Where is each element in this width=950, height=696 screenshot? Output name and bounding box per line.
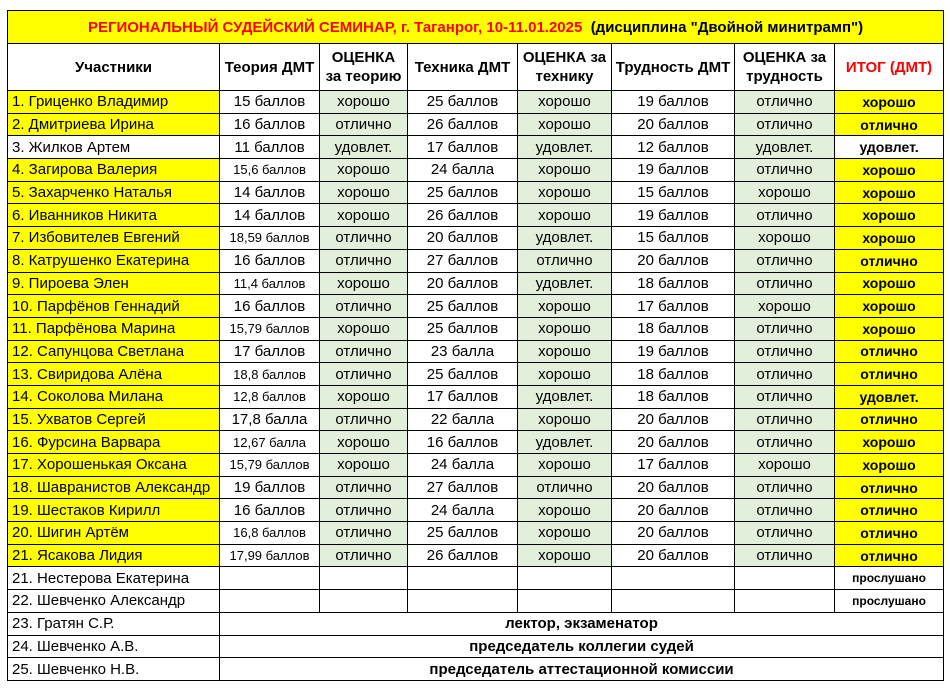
participant-name[interactable]: 21. Ясакова Лидия bbox=[8, 544, 220, 567]
total-result[interactable]: хорошо bbox=[835, 204, 944, 227]
difficulty-grade[interactable]: отлично bbox=[735, 91, 835, 114]
difficulty-grade[interactable]: отлично bbox=[735, 408, 835, 431]
table-row bbox=[8, 499, 944, 522]
table-row bbox=[8, 454, 944, 477]
difficulty-grade[interactable]: отлично bbox=[735, 272, 835, 295]
theory-grade[interactable]: отлично bbox=[320, 295, 408, 318]
theory-score[interactable]: 19 баллов bbox=[220, 476, 320, 499]
technique-score[interactable]: 17 баллов bbox=[408, 385, 518, 408]
auditor-name[interactable]: 21. Нестерова Екатерина bbox=[8, 567, 220, 590]
technique-grade[interactable]: хорошо bbox=[518, 454, 612, 477]
technique-score[interactable]: 27 баллов bbox=[408, 249, 518, 272]
auditor-status[interactable]: прослушано bbox=[835, 590, 944, 613]
empty-cell[interactable] bbox=[612, 590, 735, 613]
total-result[interactable]: отлично bbox=[835, 340, 944, 363]
table-row bbox=[8, 204, 944, 227]
staff-row bbox=[8, 612, 944, 635]
header-difficulty[interactable]: Трудность ДМТ bbox=[612, 44, 735, 91]
table-row bbox=[8, 385, 944, 408]
technique-grade[interactable]: удовлет. bbox=[518, 385, 612, 408]
participant-name[interactable]: 20. Шигин Артём bbox=[8, 522, 220, 545]
table-row bbox=[8, 272, 944, 295]
participant-name[interactable]: 14. Соколова Милана bbox=[8, 385, 220, 408]
table-row bbox=[8, 181, 944, 204]
difficulty-score[interactable]: 20 баллов bbox=[612, 499, 735, 522]
staff-row bbox=[8, 658, 944, 681]
technique-grade[interactable]: хорошо bbox=[518, 363, 612, 386]
sheet-title[interactable] bbox=[8, 11, 944, 44]
theory-grade[interactable]: отлично bbox=[320, 499, 408, 522]
total-result[interactable]: отлично bbox=[835, 249, 944, 272]
participant-name[interactable]: 7. Избовителев Евгений bbox=[8, 227, 220, 250]
theory-grade[interactable]: хорошо bbox=[320, 431, 408, 454]
total-result[interactable]: хорошо bbox=[835, 295, 944, 318]
difficulty-grade[interactable]: отлично bbox=[735, 544, 835, 567]
table-row bbox=[8, 340, 944, 363]
difficulty-score[interactable]: 20 баллов bbox=[612, 544, 735, 567]
theory-score[interactable]: 17,8 балла bbox=[220, 408, 320, 431]
difficulty-score[interactable]: 19 баллов bbox=[612, 91, 735, 114]
total-result[interactable]: отлично bbox=[835, 499, 944, 522]
header-row bbox=[8, 44, 944, 91]
total-result[interactable]: отлично bbox=[835, 113, 944, 136]
participant-name[interactable]: 15. Ухватов Сергей bbox=[8, 408, 220, 431]
total-result[interactable]: хорошо bbox=[835, 272, 944, 295]
total-result[interactable]: хорошо bbox=[835, 159, 944, 182]
difficulty-score[interactable]: 19 баллов bbox=[612, 159, 735, 182]
difficulty-score[interactable]: 18 баллов bbox=[612, 272, 735, 295]
total-result[interactable]: отлично bbox=[835, 522, 944, 545]
difficulty-score[interactable]: 17 баллов bbox=[612, 454, 735, 477]
difficulty-score[interactable]: 19 баллов bbox=[612, 340, 735, 363]
theory-grade[interactable]: отлично bbox=[320, 363, 408, 386]
theory-grade[interactable]: отлично bbox=[320, 408, 408, 431]
theory-score[interactable]: 16 баллов bbox=[220, 295, 320, 318]
theory-grade[interactable]: отлично bbox=[320, 522, 408, 545]
empty-cell[interactable] bbox=[320, 590, 408, 613]
participant-name[interactable]: 19. Шестаков Кирилл bbox=[8, 499, 220, 522]
difficulty-score[interactable]: 20 баллов bbox=[612, 113, 735, 136]
header-technique[interactable]: Техника ДМТ bbox=[408, 44, 518, 91]
difficulty-score[interactable]: 15 баллов bbox=[612, 227, 735, 250]
empty-cell[interactable] bbox=[612, 567, 735, 590]
difficulty-grade[interactable]: хорошо bbox=[735, 454, 835, 477]
total-result[interactable]: удовлет. bbox=[835, 136, 944, 159]
theory-score[interactable]: 11,4 баллов bbox=[220, 272, 320, 295]
technique-score[interactable]: 24 балла bbox=[408, 499, 518, 522]
header-difficulty-grade[interactable]: ОЦЕНКА за трудность bbox=[735, 44, 835, 91]
empty-cell[interactable] bbox=[408, 567, 518, 590]
header-participants[interactable]: Участники bbox=[8, 44, 220, 91]
technique-grade[interactable]: отлично bbox=[518, 476, 612, 499]
technique-score[interactable]: 25 баллов bbox=[408, 295, 518, 318]
difficulty-grade[interactable]: хорошо bbox=[735, 227, 835, 250]
results-table bbox=[7, 10, 944, 681]
empty-cell[interactable] bbox=[220, 567, 320, 590]
technique-grade[interactable]: хорошо bbox=[518, 408, 612, 431]
theory-score[interactable]: 18,8 баллов bbox=[220, 363, 320, 386]
empty-cell[interactable] bbox=[735, 567, 835, 590]
table-row bbox=[8, 249, 944, 272]
difficulty-score[interactable]: 20 баллов bbox=[612, 522, 735, 545]
technique-grade[interactable]: хорошо bbox=[518, 340, 612, 363]
difficulty-score[interactable]: 20 баллов bbox=[612, 249, 735, 272]
total-result[interactable]: хорошо bbox=[835, 317, 944, 340]
participant-name[interactable]: 5. Захарченко Наталья bbox=[8, 181, 220, 204]
technique-grade[interactable]: хорошо bbox=[518, 204, 612, 227]
auditor-status[interactable]: прослушано bbox=[835, 567, 944, 590]
total-result[interactable]: удовлет. bbox=[835, 385, 944, 408]
table-row bbox=[8, 476, 944, 499]
table-row bbox=[8, 431, 944, 454]
theory-grade[interactable]: отлично bbox=[320, 227, 408, 250]
theory-grade[interactable]: отлично bbox=[320, 113, 408, 136]
theory-score[interactable]: 15,6 баллов bbox=[220, 159, 320, 182]
theory-grade[interactable]: хорошо bbox=[320, 159, 408, 182]
technique-score[interactable]: 25 баллов bbox=[408, 363, 518, 386]
technique-score[interactable]: 25 баллов bbox=[408, 522, 518, 545]
theory-score[interactable]: 14 баллов bbox=[220, 181, 320, 204]
table-row bbox=[8, 136, 944, 159]
theory-score[interactable]: 12,8 баллов bbox=[220, 385, 320, 408]
difficulty-grade[interactable]: отлично bbox=[735, 159, 835, 182]
technique-grade[interactable]: хорошо bbox=[518, 317, 612, 340]
difficulty-score[interactable]: 17 баллов bbox=[612, 295, 735, 318]
participant-name[interactable]: 16. Фурсина Варвара bbox=[8, 431, 220, 454]
participant-name[interactable]: 1. Гриценко Владимир bbox=[8, 91, 220, 114]
theory-grade[interactable]: хорошо bbox=[320, 454, 408, 477]
participant-name[interactable]: 9. Пироева Элен bbox=[8, 272, 220, 295]
technique-grade[interactable]: удовлет. bbox=[518, 136, 612, 159]
total-result[interactable]: отлично bbox=[835, 544, 944, 567]
technique-grade[interactable]: отлично bbox=[518, 249, 612, 272]
table-row bbox=[8, 227, 944, 250]
theory-score[interactable]: 11 баллов bbox=[220, 136, 320, 159]
auditor-row bbox=[8, 567, 944, 590]
staff-role[interactable]: председатель аттестационной комиссии bbox=[220, 658, 944, 681]
table-row bbox=[8, 159, 944, 182]
staff-name[interactable]: 24. Шевченко А.В. bbox=[8, 635, 220, 658]
empty-cell[interactable] bbox=[735, 590, 835, 613]
technique-grade[interactable]: хорошо bbox=[518, 91, 612, 114]
theory-grade[interactable]: хорошо bbox=[320, 204, 408, 227]
technique-score[interactable]: 23 балла bbox=[408, 340, 518, 363]
theory-score[interactable]: 18,59 баллов bbox=[220, 227, 320, 250]
difficulty-score[interactable]: 18 баллов bbox=[612, 385, 735, 408]
staff-role[interactable]: лектор, экзаменатор bbox=[220, 612, 944, 635]
total-result[interactable]: хорошо bbox=[835, 454, 944, 477]
technique-score[interactable]: 25 баллов bbox=[408, 181, 518, 204]
technique-grade[interactable]: хорошо bbox=[518, 522, 612, 545]
total-result[interactable]: хорошо bbox=[835, 91, 944, 114]
staff-name[interactable]: 23. Гратян С.Р. bbox=[8, 612, 220, 635]
staff-role[interactable]: председатель коллегии судей bbox=[220, 635, 944, 658]
technique-score[interactable]: 16 баллов bbox=[408, 431, 518, 454]
table-row bbox=[8, 408, 944, 431]
participant-name[interactable]: 18. Шавранистов Александр bbox=[8, 476, 220, 499]
staff-row bbox=[8, 635, 944, 658]
difficulty-score[interactable]: 18 баллов bbox=[612, 363, 735, 386]
header-technique-grade[interactable]: ОЦЕНКА за технику bbox=[518, 44, 612, 91]
participant-name[interactable]: 8. Катрушенко Екатерина bbox=[8, 249, 220, 272]
participant-name[interactable]: 11. Парфёнова Марина bbox=[8, 317, 220, 340]
theory-score[interactable]: 16,8 баллов bbox=[220, 522, 320, 545]
participant-name[interactable]: 12. Сапунцова Светлана bbox=[8, 340, 220, 363]
theory-score[interactable]: 17 баллов bbox=[220, 340, 320, 363]
title-main: РЕГИОНАЛЬНЫЙ СУДЕЙСКИЙ СЕМИНАР, г. Таганрог, 10-11.01.2025 bbox=[87, 18, 583, 36]
technique-score[interactable]: 26 баллов bbox=[408, 204, 518, 227]
table-row bbox=[8, 544, 944, 567]
theory-score[interactable]: 16 баллов bbox=[220, 249, 320, 272]
empty-cell[interactable] bbox=[220, 590, 320, 613]
difficulty-grade[interactable]: отлично bbox=[735, 113, 835, 136]
total-result[interactable]: отлично bbox=[835, 476, 944, 499]
staff-name[interactable]: 25. Шевченко Н.В. bbox=[8, 658, 220, 681]
table-row bbox=[8, 91, 944, 114]
technique-score[interactable]: 20 баллов bbox=[408, 227, 518, 250]
auditor-name[interactable]: 22. Шевченко Александр bbox=[8, 590, 220, 613]
theory-score[interactable]: 16 баллов bbox=[220, 499, 320, 522]
theory-grade[interactable]: отлично bbox=[320, 249, 408, 272]
theory-grade[interactable]: отлично bbox=[320, 544, 408, 567]
theory-grade[interactable]: хорошо bbox=[320, 91, 408, 114]
difficulty-score[interactable]: 12 баллов bbox=[612, 136, 735, 159]
participant-name[interactable]: 13. Свиридова Алёна bbox=[8, 363, 220, 386]
difficulty-score[interactable]: 20 баллов bbox=[612, 408, 735, 431]
difficulty-grade[interactable]: хорошо bbox=[735, 181, 835, 204]
table-row bbox=[8, 295, 944, 318]
table-row bbox=[8, 522, 944, 545]
title-discipline: (дисциплина "Двойной минитрамп") bbox=[590, 18, 864, 36]
technique-grade[interactable]: хорошо bbox=[518, 159, 612, 182]
technique-grade[interactable]: хорошо bbox=[518, 295, 612, 318]
header-theory[interactable]: Теория ДМТ bbox=[220, 44, 320, 91]
participant-name[interactable]: 17. Хорошенькая Оксана bbox=[8, 454, 220, 477]
technique-score[interactable]: 24 балла bbox=[408, 159, 518, 182]
theory-score[interactable]: 15 баллов bbox=[220, 91, 320, 114]
theory-grade[interactable]: отлично bbox=[320, 340, 408, 363]
participant-name[interactable]: 10. Парфёнов Геннадий bbox=[8, 295, 220, 318]
difficulty-grade[interactable]: хорошо bbox=[735, 295, 835, 318]
theory-score[interactable]: 15,79 баллов bbox=[220, 454, 320, 477]
participant-name[interactable]: 3. Жилков Артем bbox=[8, 136, 220, 159]
technique-grade[interactable]: хорошо bbox=[518, 544, 612, 567]
theory-score[interactable]: 17,99 баллов bbox=[220, 544, 320, 567]
theory-score[interactable]: 12,67 балла bbox=[220, 431, 320, 454]
auditor-row bbox=[8, 590, 944, 613]
difficulty-grade[interactable]: отлично bbox=[735, 522, 835, 545]
header-theory-grade[interactable]: ОЦЕНКА за теорию bbox=[320, 44, 408, 91]
table-row bbox=[8, 113, 944, 136]
theory-score[interactable]: 15,79 баллов bbox=[220, 317, 320, 340]
difficulty-grade[interactable]: отлично bbox=[735, 431, 835, 454]
empty-cell[interactable] bbox=[408, 590, 518, 613]
theory-score[interactable]: 14 баллов bbox=[220, 204, 320, 227]
theory-grade[interactable]: удовлет. bbox=[320, 136, 408, 159]
total-result[interactable]: отлично bbox=[835, 363, 944, 386]
technique-score[interactable]: 22 балла bbox=[408, 408, 518, 431]
technique-score[interactable]: 27 баллов bbox=[408, 476, 518, 499]
theory-grade[interactable]: отлично bbox=[320, 476, 408, 499]
technique-score[interactable]: 25 баллов bbox=[408, 91, 518, 114]
table-row bbox=[8, 363, 944, 386]
difficulty-score[interactable]: 18 баллов bbox=[612, 317, 735, 340]
empty-cell[interactable] bbox=[518, 567, 612, 590]
technique-score[interactable]: 20 баллов bbox=[408, 272, 518, 295]
header-total[interactable]: ИТОГ (ДМТ) bbox=[835, 44, 944, 91]
difficulty-grade[interactable]: отлично bbox=[735, 340, 835, 363]
technique-grade[interactable]: удовлет. bbox=[518, 227, 612, 250]
theory-grade[interactable]: хорошо bbox=[320, 181, 408, 204]
theory-grade[interactable]: хорошо bbox=[320, 317, 408, 340]
technique-score[interactable]: 25 баллов bbox=[408, 317, 518, 340]
difficulty-score[interactable]: 19 баллов bbox=[612, 204, 735, 227]
empty-cell[interactable] bbox=[320, 567, 408, 590]
difficulty-grade[interactable]: отлично bbox=[735, 317, 835, 340]
difficulty-score[interactable]: 20 баллов bbox=[612, 431, 735, 454]
difficulty-grade[interactable]: отлично bbox=[735, 476, 835, 499]
technique-score[interactable]: 17 баллов bbox=[408, 136, 518, 159]
technique-grade[interactable]: хорошо bbox=[518, 499, 612, 522]
total-result[interactable]: хорошо bbox=[835, 227, 944, 250]
difficulty-grade[interactable]: удовлет. bbox=[735, 136, 835, 159]
difficulty-grade[interactable]: отлично bbox=[735, 204, 835, 227]
theory-score[interactable]: 16 баллов bbox=[220, 113, 320, 136]
theory-grade[interactable]: хорошо bbox=[320, 385, 408, 408]
difficulty-grade[interactable]: отлично bbox=[735, 499, 835, 522]
difficulty-grade[interactable]: отлично bbox=[735, 249, 835, 272]
title-row bbox=[8, 11, 944, 44]
difficulty-grade[interactable]: отлично bbox=[735, 385, 835, 408]
empty-cell[interactable] bbox=[518, 590, 612, 613]
technique-score[interactable]: 24 балла bbox=[408, 454, 518, 477]
technique-grade[interactable]: хорошо bbox=[518, 113, 612, 136]
difficulty-score[interactable]: 20 баллов bbox=[612, 476, 735, 499]
total-result[interactable]: отлично bbox=[835, 408, 944, 431]
technique-grade[interactable]: удовлет. bbox=[518, 431, 612, 454]
technique-score[interactable]: 26 баллов bbox=[408, 113, 518, 136]
difficulty-grade[interactable]: отлично bbox=[735, 363, 835, 386]
table-row bbox=[8, 317, 944, 340]
theory-grade[interactable]: хорошо bbox=[320, 272, 408, 295]
total-result[interactable]: хорошо bbox=[835, 431, 944, 454]
technique-grade[interactable]: удовлет. bbox=[518, 272, 612, 295]
technique-score[interactable]: 26 баллов bbox=[408, 544, 518, 567]
difficulty-score[interactable]: 15 баллов bbox=[612, 181, 735, 204]
technique-grade[interactable]: хорошо bbox=[518, 181, 612, 204]
participant-name[interactable]: 2. Дмитриева Ирина bbox=[8, 113, 220, 136]
total-result[interactable]: хорошо bbox=[835, 181, 944, 204]
participant-name[interactable]: 4. Загирова Валерия bbox=[8, 159, 220, 182]
participant-name[interactable]: 6. Иванников Никита bbox=[8, 204, 220, 227]
